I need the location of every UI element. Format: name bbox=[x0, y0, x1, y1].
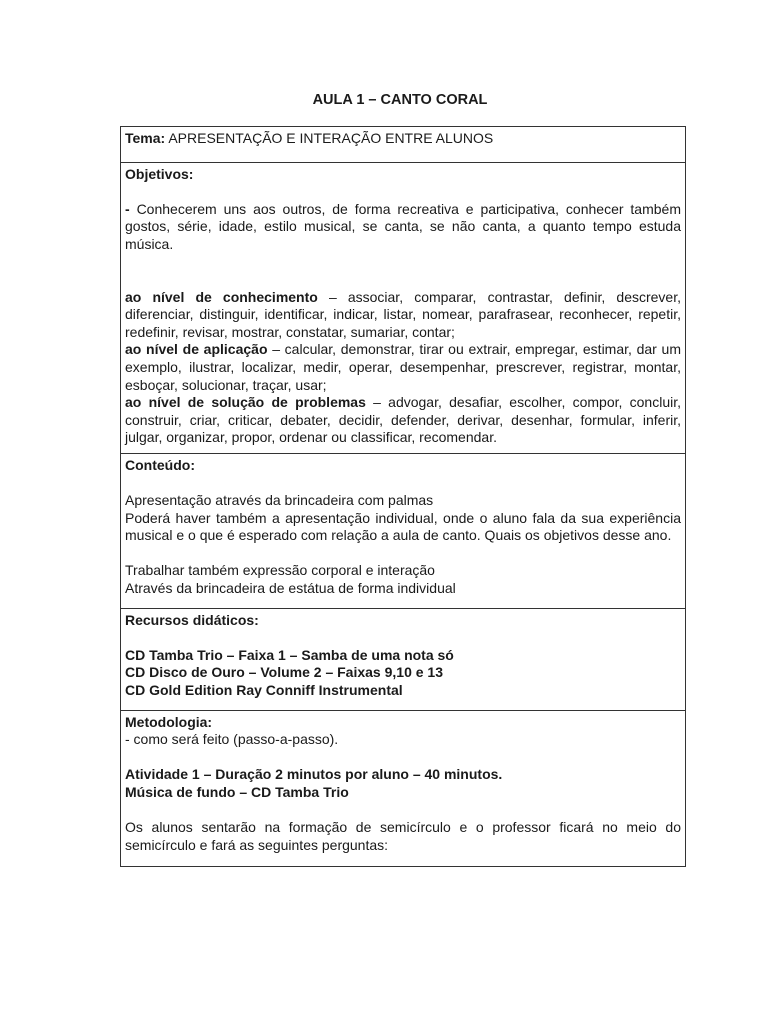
row-recursos bbox=[121, 608, 686, 710]
cell-objetivos bbox=[121, 162, 686, 453]
cell-conteudo bbox=[121, 453, 686, 608]
row-objetivos bbox=[121, 162, 686, 453]
row-conteudo bbox=[121, 453, 686, 608]
metodologia-text: Os alunos sentarão na formação de semicírculo e o professor ficará no meio do semicírculo e fará as seguintes perguntas: bbox=[125, 819, 681, 853]
level-conhecimento: ao nível de conhecimento – associar, comparar, contrastar, definir, descrever, diferenciar, distinguir, identificar, indicar, listar, nomear, parafrasear, reconhecer, repetir, redefinir, revisar, mostrar, constatar, sumariar, contar; bbox=[125, 288, 681, 340]
atividade-title: Atividade 1 – Duração 2 minutos por aluno – 40 minutos. bbox=[125, 766, 503, 783]
tema-label: Tema: bbox=[125, 130, 166, 146]
metodologia-note: - como será feito (passo-a-passo). bbox=[125, 731, 339, 748]
conteudo-label: Conteúdo: bbox=[125, 456, 195, 473]
tema-text: APRESENTAÇÃO E INTERAÇÃO ENTRE ALUNOS bbox=[165, 130, 494, 146]
level-aplicacao: ao nível de aplicação – calcular, demonstrar, tirar ou extrair, empregar, estimar, dar um exemplo, ilustrar, localizar, medir, operar, desempenhar, prescrever, registrar, montar, esboçar, solucionar, traçar, usar; bbox=[125, 341, 681, 393]
cell-tema bbox=[121, 127, 686, 163]
metodologia-label: Metodologia: bbox=[125, 713, 213, 730]
document-title: AULA 1 – CANTO CORAL bbox=[312, 92, 488, 108]
row-metodologia bbox=[121, 710, 686, 867]
recurso-item: CD Disco de Ouro – Volume 2 – Faixas 9,10 e 13 bbox=[125, 664, 443, 681]
conteudo-line2: Poderá haver também a apresentação individual, onde o aluno fala da sua experiência musical e o que é esperado com relação a aula de canto. Quais os objetivos desse ano. bbox=[125, 509, 681, 544]
row-tema bbox=[121, 127, 686, 163]
musica-fundo: Música de fundo – CD Tamba Trio bbox=[125, 784, 349, 800]
conteudo-line1: Apresentação através da brincadeira com palmas bbox=[125, 492, 434, 509]
cell-metodologia bbox=[121, 710, 686, 867]
lesson-plan-table bbox=[120, 126, 686, 867]
recurso-item: CD Tamba Trio – Faixa 1 – Samba de uma nota só bbox=[125, 646, 454, 663]
objetivos-label: Objetivos: bbox=[125, 165, 194, 182]
conteudo-line3: Trabalhar também expressão corporal e interação bbox=[125, 562, 435, 579]
recursos-label: Recursos didáticos: bbox=[125, 611, 259, 628]
conteudo-line4: Através da brincadeira de estátua de forma individual bbox=[125, 580, 456, 597]
recurso-item: CD Gold Edition Ray Conniff Instrumental bbox=[125, 682, 403, 699]
level-solucao: ao nível de solução de problemas – advogar, desafiar, escolher, compor, concluir, construir, criar, criticar, debater, decidir, defender, derivar, desenhar, formular, inferir, julgar, organizar, propor, ordenar ou classificar, recomendar. bbox=[125, 394, 681, 446]
cell-recursos bbox=[121, 608, 686, 710]
objetivos-intro: - Conhecerem uns aos outros, de forma recreativa e participativa, conhecer também gostos, série, idade, estilo musical, se canta, se não canta, a quanto tempo estuda música. bbox=[125, 200, 681, 252]
